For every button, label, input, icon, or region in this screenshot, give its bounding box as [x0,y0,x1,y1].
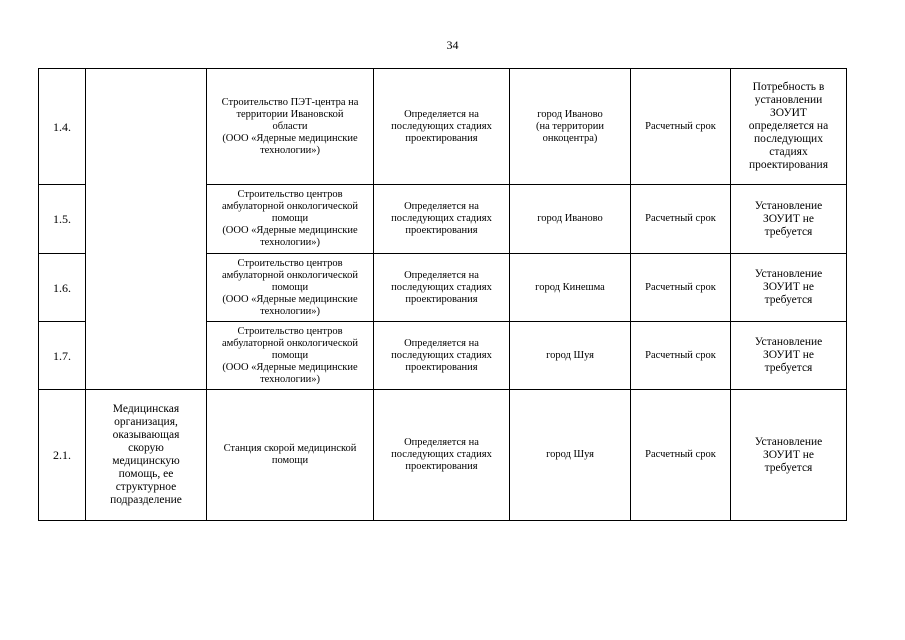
category-cell: Медицинская организация, оказывающая скорую медицинскую помощь, ее структурное подразделение [86,390,207,521]
zone-cell: Установление ЗОУИТ не требуется [731,185,847,254]
page-number: 34 [446,38,459,52]
object-cell: Строительство центров амбулаторной онкологической помощи (ООО «Ядерные медицинские технологии») [207,322,374,390]
table-row [39,69,847,185]
object-cell: Строительство центров амбулаторной онкологической помощи (ООО «Ядерные медицинские технологии») [207,185,374,254]
object-cell: Строительство центров амбулаторной онкологической помощи (ООО «Ядерные медицинские технологии») [207,254,374,322]
location-cell: город Иваново [510,185,631,254]
zone-cell: Установление ЗОУИТ не требуется [731,322,847,390]
term-cell: Расчетный срок [631,254,731,322]
zone-cell: Установление ЗОУИТ не требуется [731,254,847,322]
zone-cell: Потребность в установлении ЗОУИТ определяется на последующих стадиях проектирования [731,69,847,185]
row-number: 1.4. [39,69,86,185]
row-number: 1.7. [39,322,86,390]
size-cell: Определяется на последующих стадиях проектирования [374,185,510,254]
size-cell: Определяется на последующих стадиях проектирования [374,254,510,322]
location-cell: город Иваново (на территории онкоцентра) [510,69,631,185]
term-cell: Расчетный срок [631,185,731,254]
table-row [39,390,847,521]
row-number: 2.1. [39,390,86,521]
object-cell: Строительство ПЭТ-центра на территории Ивановской области (ООО «Ядерные медицинские технологии») [207,69,374,185]
size-cell: Определяется на последующих стадиях проектирования [374,390,510,521]
term-cell: Расчетный срок [631,322,731,390]
term-cell: Расчетный срок [631,390,731,521]
size-cell: Определяется на последующих стадиях проектирования [374,69,510,185]
category-cell [86,69,207,390]
location-cell: город Кинешма [510,254,631,322]
row-number: 1.5. [39,185,86,254]
location-cell: город Шуя [510,390,631,521]
term-cell: Расчетный срок [631,69,731,185]
location-cell: город Шуя [510,322,631,390]
size-cell: Определяется на последующих стадиях проектирования [374,322,510,390]
objects-table [38,68,847,521]
row-number: 1.6. [39,254,86,322]
object-cell: Станция скорой медицинской помощи [207,390,374,521]
zone-cell: Установление ЗОУИТ не требуется [731,390,847,521]
